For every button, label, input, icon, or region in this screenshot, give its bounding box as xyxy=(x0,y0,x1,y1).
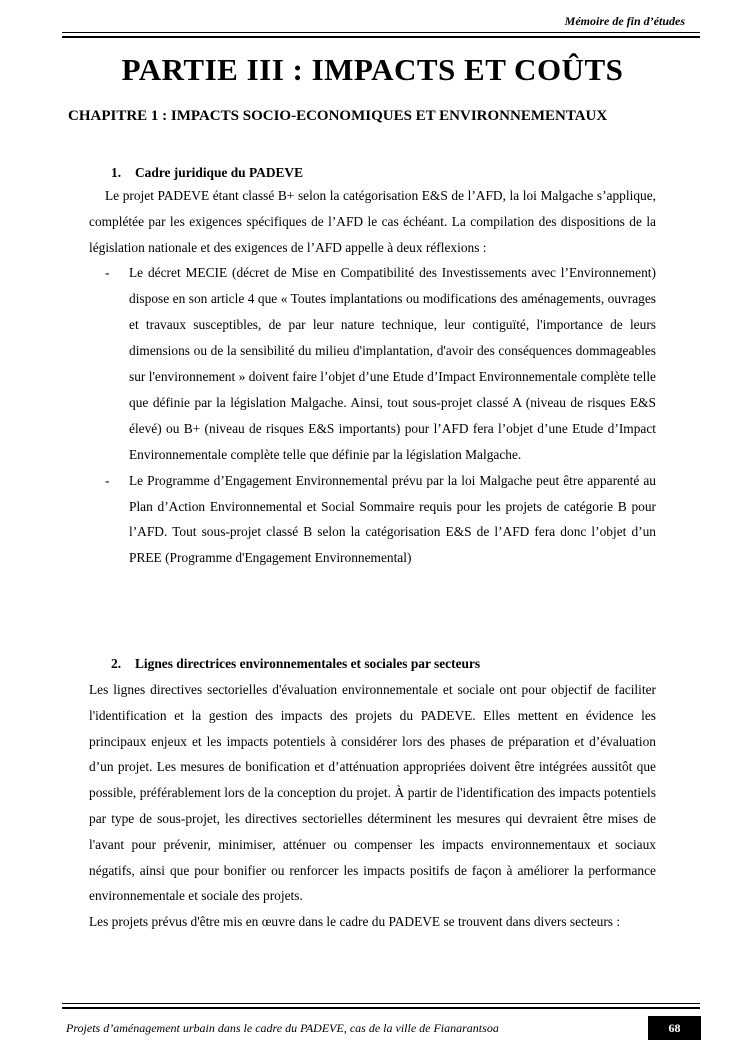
bullet-text: Le Programme d’Engagement Environnemental prévu par la loi Malgache peut être apparenté au Plan d’Action Environnemental et Social Sommaire requis pour les projets de catégorie B pour l’AFD. Tout sous-projet classé B selon la catégorisation E&S de l’AFD fera donc l’objet d’un PREE (Programme d'Engagement Environnemental) xyxy=(129,472,656,566)
running-header: Mémoire de fin d’études xyxy=(564,14,685,28)
section-1-number: 1. xyxy=(111,165,122,180)
section-1-heading xyxy=(111,164,303,182)
bullet-item xyxy=(89,468,656,572)
header-rule-thick xyxy=(62,36,700,38)
part-title: PARTIE III : IMPACTS ET COÛTS xyxy=(121,52,624,87)
section-1-title: Cadre juridique du PADEVE xyxy=(135,165,304,180)
bullet-dash: - xyxy=(105,265,110,281)
bullet-item xyxy=(89,260,656,467)
section-2-heading xyxy=(111,655,480,673)
chapter-title: CHAPITRE 1 : IMPACTS SOCIO-ECONOMIQUES ET ENVIRONNEMENTAUX xyxy=(68,108,608,124)
footer-rule xyxy=(62,1003,700,1004)
footer-rule-thick xyxy=(62,1007,700,1009)
section-2-paragraph-2: Les projets prévus d'être mis en œuvre dans le cadre du PADEVE se trouvent dans divers secteurs : xyxy=(89,914,621,930)
section-1-intro: Le projet PADEVE étant classé B+ selon la catégorisation E&S de l’AFD, la loi Malgache s’applique, complétée par les exigences spécifiques de l’AFD le cas échéant. La compilation des dispositions de la législation nationale et des exigences de l’AFD appelle à deux réflexions : xyxy=(89,188,656,255)
header-rule xyxy=(62,32,700,33)
section-2-body xyxy=(89,677,656,935)
footer-text: Projets d’aménagement urbain dans le cadre du PADEVE, cas de la ville de Fianarantsoa xyxy=(66,1021,499,1035)
page-number: 68 xyxy=(648,1016,701,1040)
section-1-bullet-list xyxy=(89,260,656,571)
section-2-title: Lignes directrices environnementales et sociales par secteurs xyxy=(135,656,481,671)
section-1-body xyxy=(89,183,656,571)
section-2-number: 2. xyxy=(111,656,122,671)
section-2-paragraph-1: Les lignes directives sectorielles d'évaluation environnementale et sociale ont pour objectif de faciliter l'identification et la gestion des impacts des projets du PADEVE. Elles mettent en évidence les principaux enjeux et les impacts potentiels à considérer lors des phases de préparation et d’évaluation d’un projet. Les mesures de bonification et d’atténuation appropriées doivent être intégrées aussitôt que possible, préférablement lors de la conception du projet. À partir de l'identification des impacts potentiels par type de sous-projet, les directives sectorielles déterminent les mesures qui devraient être mises de l'avant pour prévenir, minimiser, atténuer ou compenser les impacts environnementaux et sociaux négatifs, ainsi que pour bonifier ou renforcer les impacts positifs de façon à améliorer la performance environnementale et sociale des projets. xyxy=(89,682,656,904)
bullet-dash: - xyxy=(105,472,110,488)
bullet-text: Le décret MECIE (décret de Mise en Compatibilité des Investissements avec l’Environnement) dispose en son article 4 que « Toutes implantations ou modifications des aménagements, ouvrages et travaux susceptibles, de par leur nature technique, leur contiguïté, l'importance de leurs dimensions ou de la sensibilité du milieu d'implantation, d'avoir des conséquences dommageables sur l'environnement » doivent faire l’objet d’une Etude d’Impact Environnementale complète telle que définie par la législation Malgache. Ainsi, tout sous-projet classé A (niveau de risques E&S élevé) ou B+ (niveau de risques E&S importants) pour l’AFD fera l’objet d’une Etude d’Impact Environnementale complète telle que définie par la législation Malgache. xyxy=(129,265,656,462)
